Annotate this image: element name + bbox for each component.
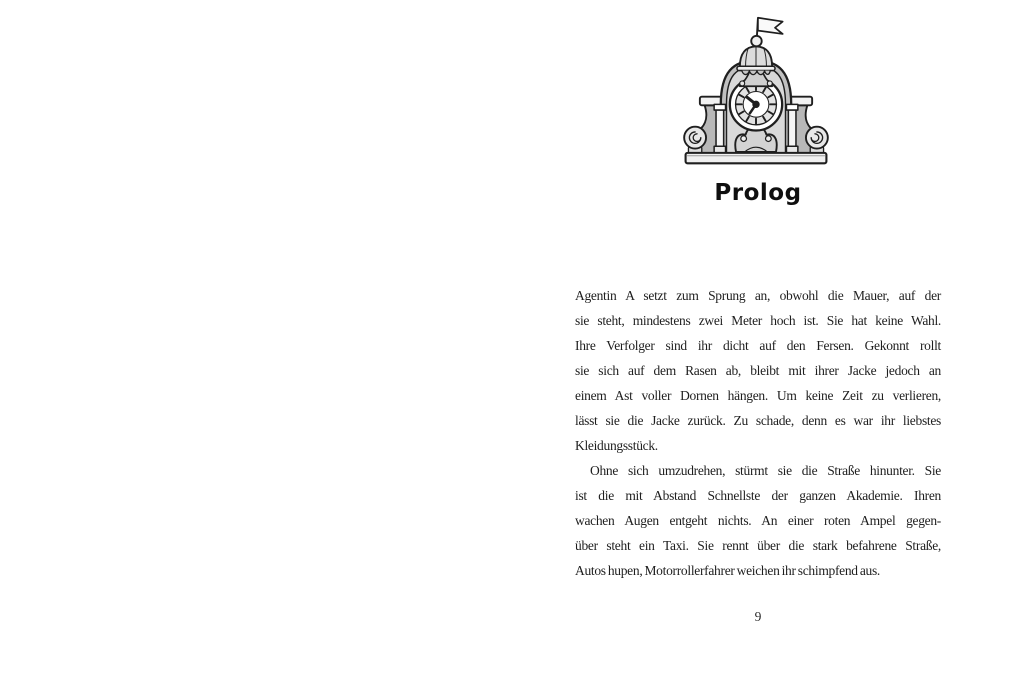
text-line: lässt sie die Jacke zurück. Zu schade, denn es war ihr liebstes [575,413,941,428]
right-page [510,0,1020,691]
flag-icon [758,18,783,34]
text-line: sie sich auf dem Rasen ab, bleibt mit ihrer Jacke jedoch an [575,363,941,378]
text-line: Ohne sich umzudrehen, stürmt sie die Straße hinunter. Sie [590,463,941,478]
text-line: über steht ein Taxi. Sie rennt über die stark befahrene Straße, [575,538,941,553]
text-line: Ihre Verfolger sind ihr dicht auf den Fersen. Gekonnt rollt [575,338,941,353]
page-number: 9 [754,609,762,624]
text-line: Autos hupen, Motorrollerfahrer weichen ihr schimpfend aus. [575,563,881,578]
text-line: Kleidungsstück. [575,438,658,453]
text-line: einem Ast voller Dornen hängen. Um keine Zeit zu verlieren, [575,388,941,403]
text-line: wachen Augen entgeht nichts. An einer roten Ampel gegen- [575,513,941,528]
text-line: Agentin A setzt zum Sprung an, obwohl die Mauer, auf der [575,288,941,303]
chapter-illustration [675,13,837,170]
text-line: sie steht, mindestens zwei Meter hoch ist. Sie hat keine Wahl. [575,313,941,328]
chapter-title: Prolog [714,180,802,206]
text-line: ist die mit Abstand Schnellste der ganzen Akademie. Ihren [575,488,941,503]
mantel-clock-icon [675,13,837,170]
paragraph-1 [575,283,941,458]
body-text [575,283,941,583]
paragraph-2 [575,458,941,583]
